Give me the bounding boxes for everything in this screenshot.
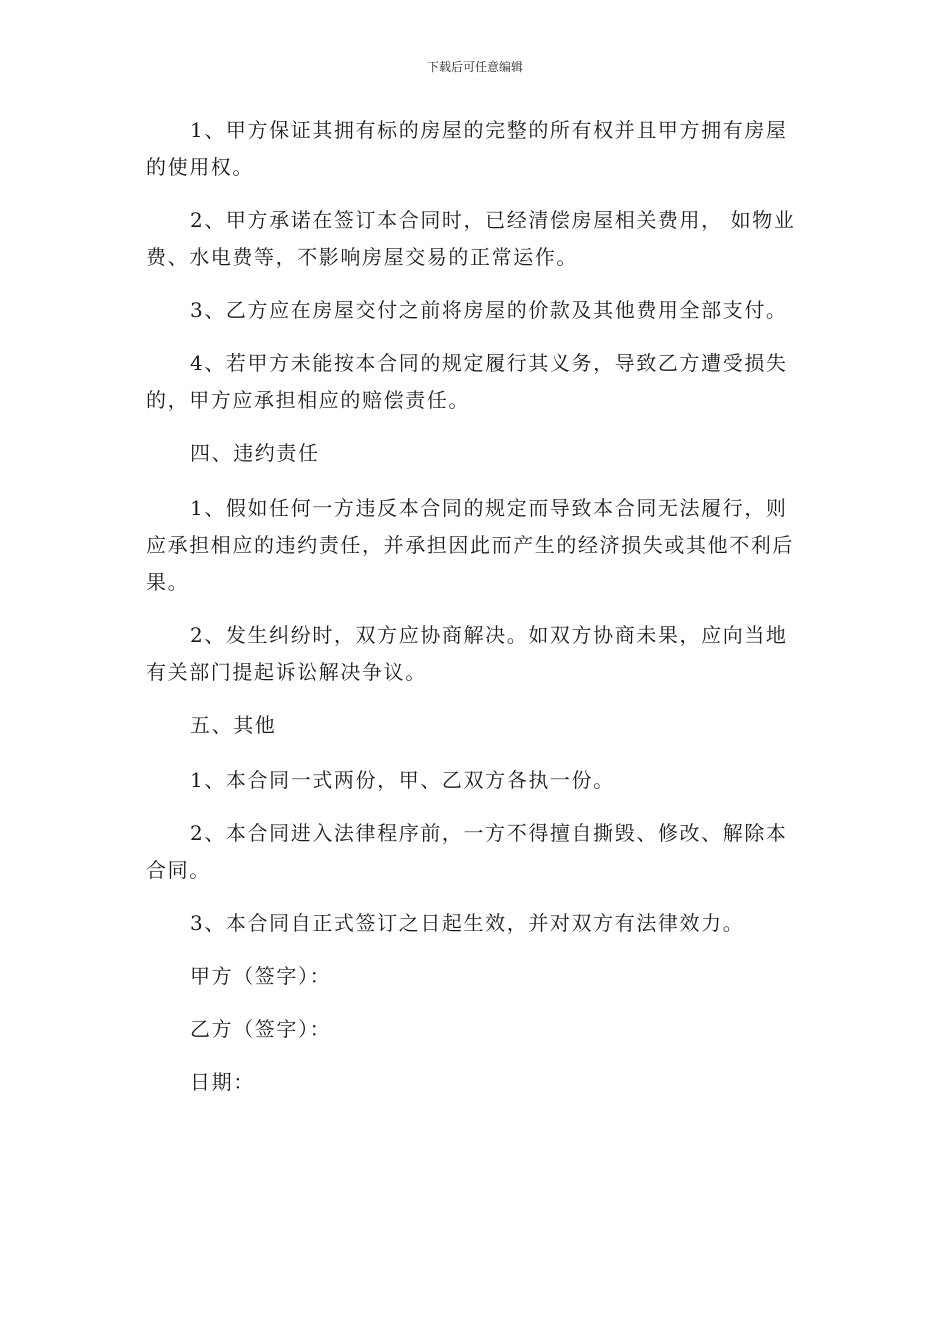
other-clause-3: 3、本合同自正式签订之日起生效，并对双方有法律效力。 — [190, 911, 745, 935]
other-clause-1: 1、本合同一式两份，甲、乙双方各执一份。 — [190, 768, 615, 792]
section-heading-breach: 四、违约责任 — [190, 441, 320, 465]
document-body — [146, 112, 806, 1117]
clause-2: 2、甲方承诺在签订本合同时，已经清偿房屋相关费用， 如物业费、水电费等，不影响房屋交易的正常运作。 — [146, 208, 796, 269]
section-heading-other: 五、其他 — [190, 713, 277, 737]
date-line: 日期： — [190, 1070, 255, 1094]
breach-clause-2: 2、发生纠纷时，双方应协商解决。如双方协商未果，应向当地有关部门提起诉讼解决争议。 — [146, 623, 788, 684]
clause-3: 3、乙方应在房屋交付之前将房屋的价款及其他费用全部支付。 — [190, 298, 788, 322]
other-clause-2: 2、本合同进入法律程序前，一方不得擅自撕毁、修改、解除本合同。 — [146, 821, 788, 882]
breach-clause-1: 1、假如任何一方违反本合同的规定而导致本合同无法履行，则应承担相应的违约责任，并承担因此而产生的经济损失或其他不利后果。 — [146, 496, 794, 594]
party-b-signature: 乙方（签字）： — [190, 1017, 332, 1041]
clause-1: 1、甲方保证其拥有标的房屋的完整的所有权并且甲方拥有房屋的使用权。 — [146, 118, 788, 179]
page-header: 下载后可任意编辑 — [426, 60, 523, 74]
party-a-signature: 甲方（签字）： — [190, 964, 332, 988]
clause-4: 4、若甲方未能按本合同的规定履行其义务，导致乙方遭受损失的，甲方应承担相应的赔偿责任。 — [146, 351, 788, 412]
